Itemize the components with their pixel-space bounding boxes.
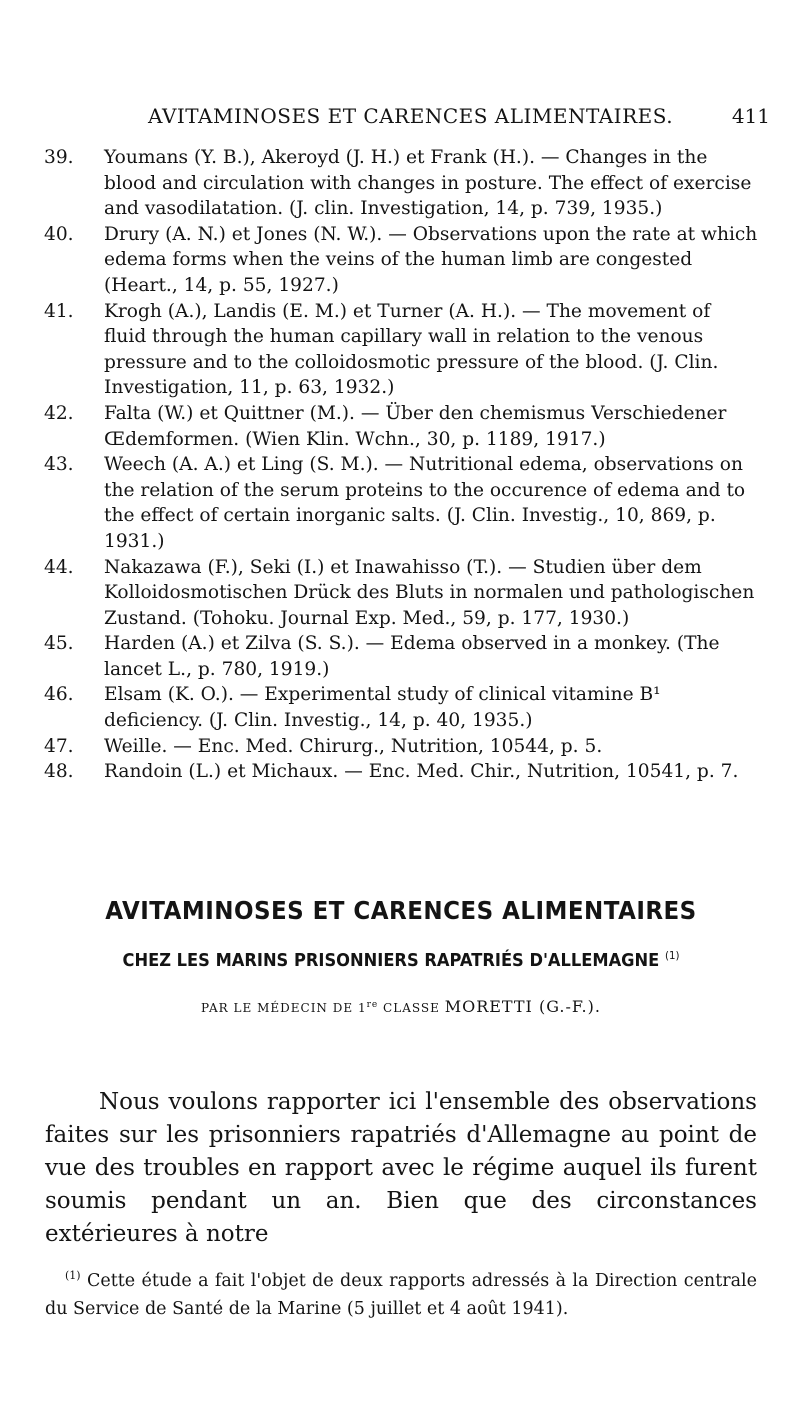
reference-text: Harden (A.) et Zilva (S. S.). — Edema observed in a monkey. (The lancet L., p. 780, 1919.)	[104, 633, 720, 680]
running-title: AVITAMINOSES ET CARENCES ALIMENTAIRES.	[148, 104, 674, 128]
reference-item	[44, 555, 758, 632]
reference-number: 42.	[44, 402, 74, 424]
author-name: MORETTI (G.-F.).	[444, 996, 601, 1016]
reference-item	[44, 682, 758, 733]
reference-item	[44, 222, 758, 299]
author-prefix: PAR LE MÉDECIN DE 1	[201, 1000, 367, 1015]
reference-text: Youmans (Y. B.), Akeroyd (J. H.) et Frank (H.). — Changes in the blood and circulation with changes in posture. The effect of exercise and vasodilatation. (J. clin. Investigation, 14, p. 739, 1935.)	[104, 147, 752, 220]
article-title: AVITAMINOSES ET CARENCES ALIMENTAIRES	[105, 896, 697, 925]
reference-text: Krogh (A.), Landis (E. M.) et Turner (A. H.). — The movement of fluid through the human capillary wall in relation to the venous pressure and to the colloidosmotic pressure of the blood. (J. Clin. Investigation, 11, p. 63, 1932.)	[104, 300, 719, 399]
reference-text: Falta (W.) et Quittner (M.). — Über den chemismus Verschiedener Œdemformen. (Wien Klin. Wchn., 30, p. 1189, 1917.)	[104, 402, 727, 450]
reference-number: 46.	[44, 684, 74, 706]
footnote-marker: (1)	[65, 1269, 81, 1282]
reference-item	[44, 452, 758, 554]
author-class: CLASSE	[383, 1000, 440, 1015]
reference-item	[44, 145, 758, 222]
footnote-text: Cette étude a fait l'objet de deux rapports adressés à la Direction centrale du Service de Santé de la Marine (5 juillet et 4 août 1941).	[45, 1270, 757, 1319]
reference-text: Randoin (L.) et Michaux. — Enc. Med. Chir., Nutrition, 10541, p. 7.	[104, 761, 739, 783]
page-number: 411	[731, 104, 770, 128]
reference-text: Weille. — Enc. Med. Chirurg., Nutrition, 10544, p. 5.	[104, 735, 603, 757]
reference-item	[44, 299, 758, 401]
reference-text: Elsam (K. O.). — Experimental study of clinical vitamine B¹ deficiency. (J. Clin. Investig., 14, p. 40, 1935.)	[104, 684, 661, 732]
reference-number: 48.	[44, 761, 74, 783]
reference-list	[44, 145, 758, 785]
reference-item	[44, 631, 758, 682]
footnote	[45, 1262, 757, 1323]
reference-item	[44, 759, 758, 785]
reference-item	[44, 401, 758, 452]
article-body: Nous voulons rapporter ici l'ensemble des observations faites sur les prisonniers rapatriés d'Allemagne au point de vue des troubles en rapport avec le régime auquel ils furent soumis pendant un an. Bien que des circonstances extérieures à notre	[45, 1089, 757, 1247]
reference-number: 44.	[44, 556, 74, 578]
article-title-block	[40, 896, 762, 1016]
footnote-marker: (1)	[664, 949, 680, 962]
page-header	[40, 104, 770, 134]
reference-text: Drury (A. N.) et Jones (N. W.). — Observations upon the rate at which edema forms when the veins of the human limb are congested (Heart., 14, p. 55, 1927.)	[104, 223, 758, 296]
article-subtitle-text: CHEZ LES MARINS PRISONNIERS RAPATRIÉS D'ALLEMAGNE	[122, 950, 660, 971]
author-rank-sup: re	[366, 999, 379, 1010]
reference-text: Nakazawa (F.), Seki (I.) et Inawahisso (T.). — Studien über dem Kolloidosmotischen Drück des Bluts in normalen und pathologischen Zustand. (Tohoku. Journal Exp. Med., 59, p. 177, 1930.)	[104, 556, 755, 629]
reference-text: Weech (A. A.) et Ling (S. M.). — Nutritional edema, observations on the relation of the serum proteins to the occurence of edema and to the effect of certain inorganic salts. (J. Clin. Investig., 10, 869, p. 1931.)	[104, 454, 746, 552]
author-line	[40, 997, 762, 1016]
reference-number: 41.	[44, 300, 74, 322]
reference-item	[44, 734, 758, 760]
reference-number: 45.	[44, 633, 74, 655]
reference-number: 40.	[44, 223, 74, 245]
reference-number: 39.	[44, 147, 74, 168]
reference-number: 47.	[44, 735, 74, 757]
article-subtitle	[65, 949, 736, 971]
reference-number: 43.	[44, 454, 74, 476]
